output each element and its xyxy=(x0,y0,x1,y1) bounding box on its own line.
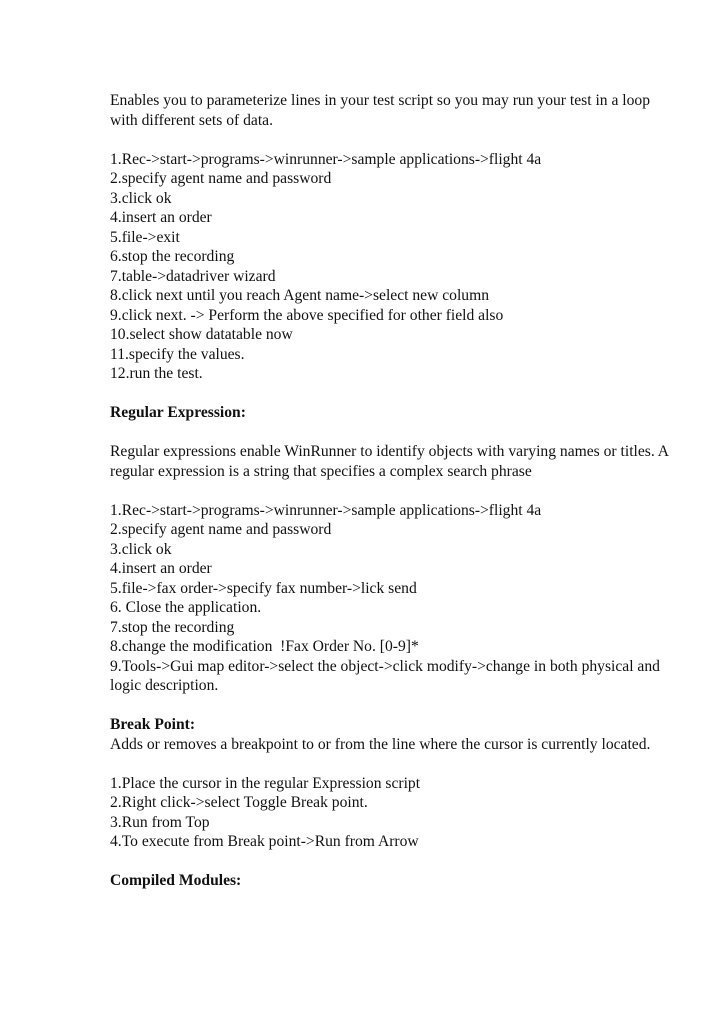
document-content xyxy=(110,91,670,891)
regex-step: 6. Close the application. xyxy=(110,599,262,616)
regex-step: 9.Tools->Gui map editor->select the object->click modify->change in both physical and logic description. xyxy=(110,657,660,694)
regex-step: 8.change the modification !Fax Order No. [0-9]* xyxy=(110,638,419,655)
breakpoint-steps-list xyxy=(110,774,670,852)
intro-step: 6.stop the recording xyxy=(110,248,235,265)
intro-step: 11.specify the values. xyxy=(110,345,245,363)
intro-step: 2.specify agent name and password xyxy=(110,170,332,187)
intro-step: 5.file->exit xyxy=(110,228,180,246)
breakpoint-paragraph: Adds or removes a breakpoint to or from the line where the cursor is currently located. xyxy=(110,735,651,753)
intro-step: 4.insert an order xyxy=(110,209,212,226)
intro-step: 10.select show datatable now xyxy=(110,326,293,343)
regex-step: 2.specify agent name and password xyxy=(110,521,332,538)
breakpoint-step: 2.Right click->select Toggle Break point. xyxy=(110,794,368,811)
intro-step: 9.click next. -> Perform the above specified for other field also xyxy=(110,306,504,324)
intro-step: 12.run the test. xyxy=(110,365,203,382)
regex-heading: Regular Expression: xyxy=(110,404,246,421)
breakpoint-step: 1.Place the cursor in the regular Expression script xyxy=(110,774,421,792)
regex-step: 7.stop the recording xyxy=(110,618,235,636)
breakpoint-step: 4.To execute from Break point->Run from Arrow xyxy=(110,833,419,850)
intro-step: 7.table->datadriver wizard xyxy=(110,267,276,285)
intro-paragraph: Enables you to parameterize lines in your test script so you may run your test in a loop with different sets of data. xyxy=(110,92,651,129)
intro-steps-list xyxy=(110,150,670,384)
regex-step: 1.Rec->start->programs->winrunner->sample applications->flight 4a xyxy=(110,501,542,519)
compiled-heading: Compiled Modules: xyxy=(110,872,242,889)
regex-step: 3.click ok xyxy=(110,540,172,558)
breakpoint-heading: Break Point: xyxy=(110,716,196,733)
regex-step: 4.insert an order xyxy=(110,560,212,577)
intro-step: 1.Rec->start->programs->winrunner->sample applications->flight 4a xyxy=(110,150,542,168)
regex-paragraph: Regular expressions enable WinRunner to identify objects with varying names or titles. A regular expression is a string that specifies a complex search phrase xyxy=(110,443,669,480)
intro-step: 3.click ok xyxy=(110,189,172,207)
regex-step: 5.file->fax order->specify fax number->lick send xyxy=(110,579,417,597)
breakpoint-step: 3.Run from Top xyxy=(110,813,210,831)
regex-steps-list xyxy=(110,501,670,696)
intro-step: 8.click next until you reach Agent name->select new column xyxy=(110,287,490,304)
